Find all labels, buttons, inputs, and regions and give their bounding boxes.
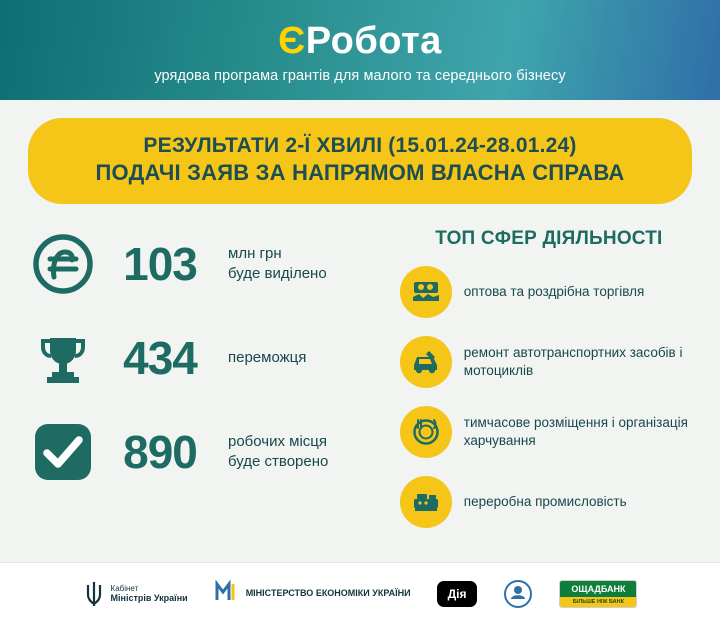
spheres-title: ТОП СФЕР ДІЯЛЬНОСТІ bbox=[435, 227, 663, 249]
header-banner bbox=[0, 0, 720, 100]
logo-ministry-of-economy bbox=[214, 578, 411, 609]
sphere-label: ремонт автотранспортних засобів і мотоциклів bbox=[463, 345, 683, 378]
logo-ministry-line2: ЕКОНОМІКИ bbox=[315, 588, 370, 599]
banner-line-2: ПОДАЧІ ЗАЯВ ЗА НАПРЯМОМ ВЛАСНА СПРАВА bbox=[95, 160, 625, 186]
hryvnia-icon bbox=[26, 233, 100, 295]
footer-logos bbox=[0, 562, 720, 624]
sphere-label: переробна промисловість bbox=[463, 493, 627, 509]
logo-employment-service bbox=[503, 579, 533, 609]
stat-value: 890 bbox=[123, 425, 197, 478]
stat-label-line2: буде виділено bbox=[228, 264, 327, 282]
stat-label bbox=[220, 348, 306, 368]
sphere-item bbox=[400, 406, 698, 458]
sphere-item bbox=[400, 266, 698, 318]
stat-row bbox=[26, 320, 396, 396]
brand-prefix: Є bbox=[278, 19, 306, 62]
logo-cabinet-text bbox=[111, 584, 188, 604]
content-area bbox=[0, 204, 720, 546]
stat-row bbox=[26, 414, 396, 490]
logo-diia: Дiя bbox=[437, 581, 478, 607]
ministry-m-icon bbox=[214, 578, 240, 609]
stat-label bbox=[220, 432, 328, 473]
trophy-icon bbox=[26, 328, 100, 388]
brand-rest: Робота bbox=[305, 19, 442, 62]
handshake-icon bbox=[400, 266, 452, 318]
logo-cabinet-of-ministers bbox=[83, 579, 188, 609]
stat-label-line2: буде створено bbox=[228, 452, 329, 470]
sphere-label: тимчасове розміщення і організація харчування bbox=[463, 415, 688, 448]
logo-cabinet-line1: Кабінет bbox=[110, 583, 139, 593]
stat-label bbox=[220, 244, 327, 285]
logo-oschadbank bbox=[559, 580, 637, 608]
logo-ministry-line1: МІНІСТЕРСТВО bbox=[245, 588, 314, 599]
logo-cabinet-line2: Міністрів України bbox=[110, 592, 188, 603]
factory-machine-icon bbox=[400, 476, 452, 528]
sphere-item bbox=[400, 476, 698, 528]
header-tagline: урядова програма грантів для малого та середнього бізнесу bbox=[154, 68, 566, 85]
stat-value: 103 bbox=[123, 237, 197, 290]
spheres-column bbox=[400, 226, 698, 546]
stat-label-line1: млн грн bbox=[228, 244, 282, 262]
results-banner bbox=[28, 118, 692, 204]
stat-label-line1: робочих місця bbox=[228, 432, 328, 450]
stat-value: 434 bbox=[123, 331, 197, 384]
food-plate-icon bbox=[400, 406, 452, 458]
car-repair-icon bbox=[400, 336, 452, 388]
trident-icon bbox=[83, 579, 105, 609]
banner-line-1: РЕЗУЛЬТАТИ 2-Ї ХВИЛІ (15.01.24-28.01.24) bbox=[143, 134, 577, 157]
checkmark-icon bbox=[26, 421, 100, 483]
stat-label-line1: переможця bbox=[228, 348, 307, 366]
logo-oschadbank-top: ОЩАДБАНК bbox=[560, 581, 636, 597]
employment-service-icon bbox=[503, 579, 533, 609]
logo-ministry-text bbox=[246, 588, 411, 598]
sphere-item bbox=[400, 336, 698, 388]
logo-oschadbank-bottom: БІЛЬШЕ НІЖ БАНК bbox=[560, 597, 636, 607]
stats-column bbox=[26, 226, 396, 546]
sphere-label: оптова та роздрібна торгівля bbox=[463, 283, 645, 299]
banner-wrapper bbox=[0, 100, 720, 204]
logo-ministry-line3: УКРАЇНИ bbox=[372, 588, 411, 599]
stat-row bbox=[26, 226, 396, 302]
brand-title bbox=[278, 19, 442, 62]
